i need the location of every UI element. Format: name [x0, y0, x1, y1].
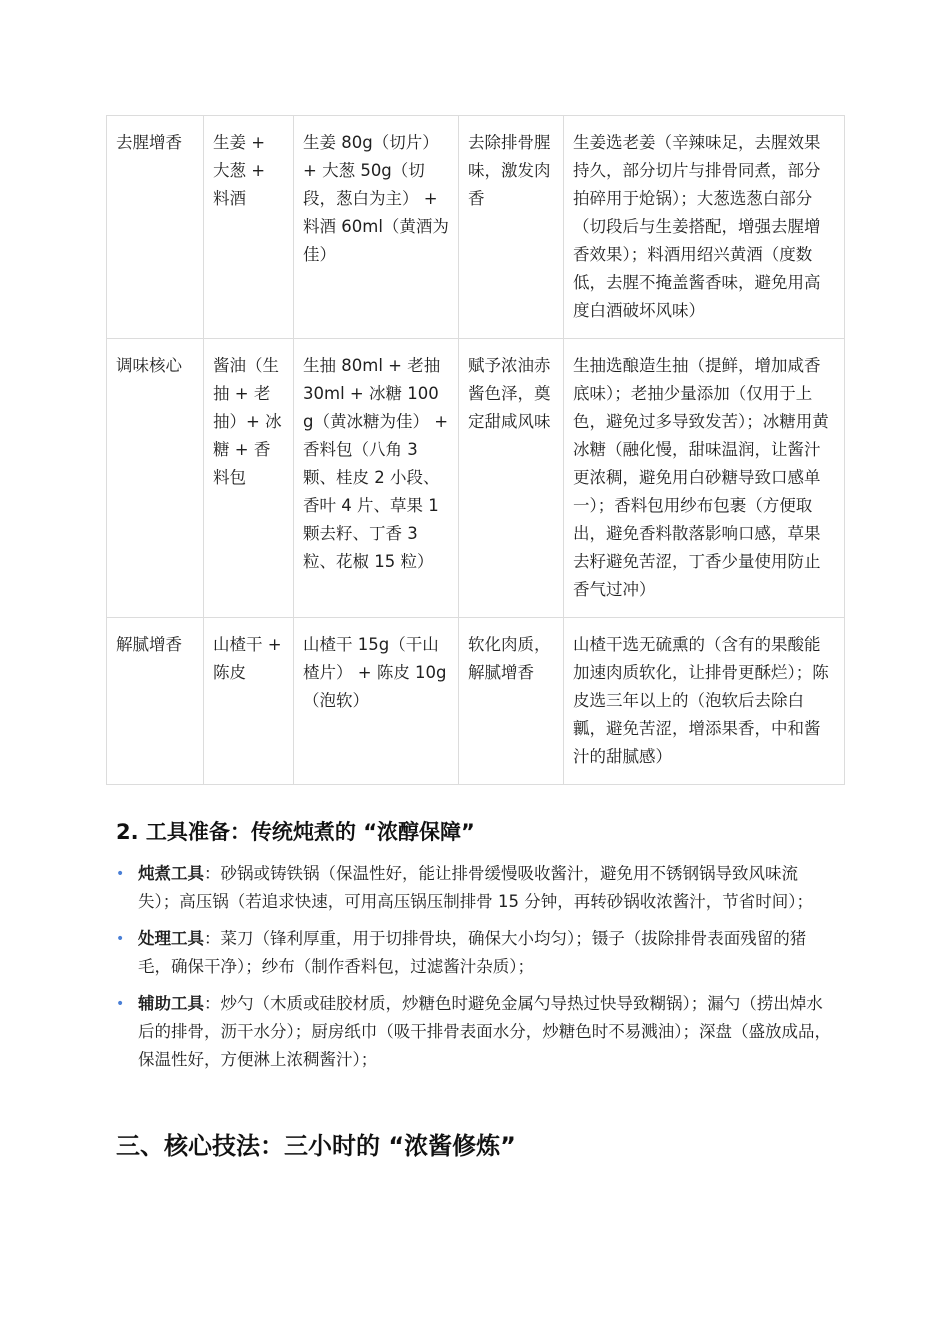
effect-cell: 去除排骨腥味，激发肉香: [459, 116, 564, 339]
tool-name: 辅助工具: [138, 994, 204, 1013]
list-item: [116, 860, 838, 916]
ingredients-cell: 酱油（生抽 + 老抽）+ 冰糖 + 香料包: [204, 339, 294, 618]
category-cell: 去腥增香: [107, 116, 204, 339]
ingredients-cell: 生姜 + 大葱 + 料酒: [204, 116, 294, 339]
notes-cell: 生姜选老姜（辛辣味足，去腥效果持久，部分切片与排骨同煮，部分拍碎用于炝锅）；大葱选葱白部分（切段后与生姜搭配，增强去腥增香效果）；料酒用绍兴黄酒（度数低，去腥不掩盖酱香味，避免用高度白酒破坏风味）: [564, 116, 845, 339]
amount-cell: 山楂干 15g（干山楂片） + 陈皮 10g（泡软）: [294, 618, 459, 785]
tool-list: [116, 860, 838, 1083]
amount-cell: 生姜 80g（切片） + 大葱 50g（切段，葱白为主） + 料酒 60ml（黄酒为佳）: [294, 116, 459, 339]
bullet-icon: •: [116, 931, 125, 947]
list-item: [116, 925, 838, 981]
bullet-icon: •: [116, 866, 125, 882]
category-cell: 解腻增香: [107, 618, 204, 785]
table-row: [107, 116, 845, 339]
tool-description: ：炒勺（木质或硅胶材质，炒糖色时避免金属勺导热过快导致糊锅）；漏勺（捞出焯水后的排骨，沥干水分）；厨房纸巾（吸干排骨表面水分，炒糖色时不易溅油）；深盘（盛放成品，保温性好，方便淋上浓稠酱汁）；: [138, 994, 831, 1069]
tool-description: ：砂锅或铸铁锅（保温性好，能让排骨缓慢吸收酱汁，避免用不锈钢锅导致风味流失）；高压锅（若追求快速，可用高压锅压制排骨 15 分钟，再转砂锅收浓酱汁，节省时间）；: [138, 864, 813, 911]
ingredients-cell: 山楂干 + 陈皮: [204, 618, 294, 785]
list-item: [116, 990, 838, 1074]
effect-cell: 软化肉质，解腻增香: [459, 618, 564, 785]
ingredient-table: [106, 115, 845, 785]
tool-name: 炖煮工具: [138, 864, 204, 883]
amount-cell: 生抽 80ml + 老抽 30ml + 冰糖 100g（黄冰糖为佳） + 香料包（八角 3 颗、桂皮 2 小段、香叶 4 片、草果 1 颗去籽、丁香 3 粒、花椒 15 粒）: [294, 339, 459, 618]
tool-name: 处理工具: [138, 929, 204, 948]
category-cell: 调味核心: [107, 339, 204, 618]
bullet-icon: •: [116, 996, 125, 1012]
notes-cell: 生抽选酿造生抽（提鲜，增加咸香底味）；老抽少量添加（仅用于上色，避免过多导致发苦）；冰糖用黄冰糖（融化慢，甜味温润，让酱汁更浓稠，避免用白砂糖导致口感单一）；香料包用纱布包裹（方便取出，避免香料散落影响口感，草果去籽避免苦涩，丁香少量使用防止香气过冲）: [564, 339, 845, 618]
table-row: [107, 618, 845, 785]
table-row: [107, 339, 845, 618]
notes-cell: 山楂干选无硫熏的（含有的果酸能加速肉质软化，让排骨更酥烂）；陈皮选三年以上的（泡软后去除白瓤，避免苦涩，增添果香，中和酱汁的甜腻感）: [564, 618, 845, 785]
tool-description: ：菜刀（锋利厚重，用于切排骨块，确保大小均匀）；镊子（拔除排骨表面残留的猪毛，确保干净）；纱布（制作香料包，过滤酱汁杂质）；: [138, 929, 807, 976]
tools-section-heading: 2. 工具准备：传统炖煮的 “浓醇保障”: [116, 820, 475, 844]
technique-section-heading: 三、核心技法：三小时的 “浓酱修炼”: [116, 1132, 516, 1160]
effect-cell: 赋予浓油赤酱色泽，奠定甜咸风味: [459, 339, 564, 618]
